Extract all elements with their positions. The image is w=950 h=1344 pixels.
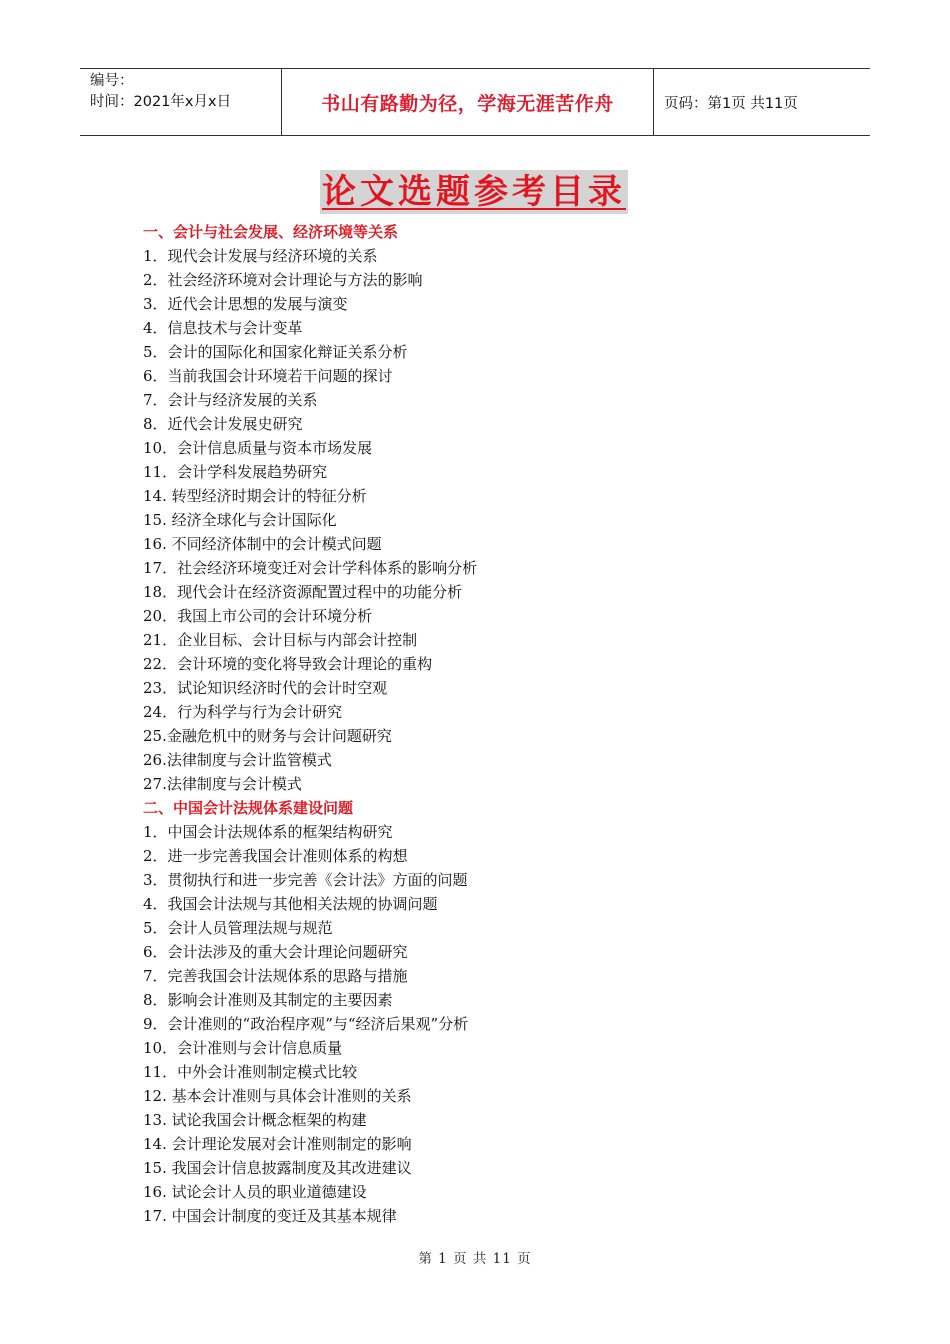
list-item: 1．中国会计法规体系的框架结构研究 [143, 823, 393, 841]
list-item: 5．会计人员管理法规与规范 [143, 919, 333, 937]
page-footer: 第 1 页 共 11 页 [418, 1251, 532, 1267]
list-item: 6．当前我国会计环境若干问题的探讨 [143, 367, 393, 385]
list-item: 8．近代会计发展史研究 [143, 415, 303, 433]
header-left-cell [80, 69, 282, 135]
list-item: 2．社会经济环境对会计理论与方法的影响 [143, 271, 423, 289]
topic-list [143, 220, 843, 1228]
list-item: 2．进一步完善我国会计准则体系的构想 [143, 847, 408, 865]
list-item: 23．试论知识经济时代的会计时空观 [143, 679, 388, 697]
list-item: 14. 会计理论发展对会计准则制定的影响 [143, 1135, 412, 1153]
list-item: 9．会计准则的“政治程序观”与“经济后果观”分析 [143, 1015, 469, 1033]
page-info: 页码：第1页 共11页 [664, 95, 798, 112]
section-heading: 一、会计与社会发展、经济环境等关系 [143, 223, 399, 241]
list-item: 17. 中国会计制度的变迁及其基本规律 [143, 1207, 397, 1225]
number-label: 编号： [90, 73, 134, 89]
list-item: 11．会计学科发展趋势研究 [143, 463, 328, 481]
document-title: 论文选题参考目录 [322, 172, 626, 212]
list-item: 15. 我国会计信息披露制度及其改进建议 [143, 1159, 412, 1177]
header-table [80, 68, 870, 136]
list-item: 10．会计准则与会计信息质量 [143, 1039, 343, 1057]
list-item: 7．完善我国会计法规体系的思路与措施 [143, 967, 408, 985]
list-item: 12. 基本会计准则与具体会计准则的关系 [143, 1087, 412, 1105]
list-item: 4．信息技术与会计变革 [143, 319, 303, 337]
list-item: 18．现代会计在经济资源配置过程中的功能分析 [143, 583, 463, 601]
list-item: 16. 试论会计人员的职业道德建设 [143, 1183, 367, 1201]
list-item: 20．我国上市公司的会计环境分析 [143, 607, 373, 625]
time-label: 时间：2021年x月x日 [90, 94, 232, 110]
list-item: 15. 经济全球化与会计国际化 [143, 511, 337, 529]
list-item: 17．社会经济环境变迁对会计学科体系的影响分析 [143, 559, 478, 577]
list-item: 21．企业目标、会计目标与内部会计控制 [143, 631, 418, 649]
list-item: 25.金融危机中的财务与会计问题研究 [143, 727, 392, 745]
section-heading: 二、中国会计法规体系建设问题 [143, 799, 354, 817]
list-item: 11．中外会计准则制定模式比较 [143, 1063, 358, 1081]
list-item: 3．贯彻执行和进一步完善《会计法》方面的问题 [143, 871, 468, 889]
list-item: 13. 试论我国会计概念框架的构建 [143, 1111, 367, 1129]
list-item: 22．会计环境的变化将导致会计理论的重构 [143, 655, 433, 673]
list-item: 6．会计法涉及的重大会计理论问题研究 [143, 943, 408, 961]
motto: 书山有路勤为径，学海无涯苦作舟 [282, 69, 654, 135]
list-item: 4．我国会计法规与其他相关法规的协调问题 [143, 895, 438, 913]
list-item: 16. 不同经济体制中的会计模式问题 [143, 535, 382, 553]
list-item: 7．会计与经济发展的关系 [143, 391, 318, 409]
list-item: 8．影响会计准则及其制定的主要因素 [143, 991, 393, 1009]
list-item: 27.法律制度与会计模式 [143, 775, 302, 793]
list-item: 26.法律制度与会计监管模式 [143, 751, 332, 769]
list-item: 5．会计的国际化和国家化辩证关系分析 [143, 343, 408, 361]
list-item: 14. 转型经济时期会计的特征分析 [143, 487, 367, 505]
list-item: 1．现代会计发展与经济环境的关系 [143, 247, 378, 265]
list-item: 3．近代会计思想的发展与演变 [143, 295, 348, 313]
list-item: 24．行为科学与行为会计研究 [143, 703, 343, 721]
list-item: 10．会计信息质量与资本市场发展 [143, 439, 373, 457]
